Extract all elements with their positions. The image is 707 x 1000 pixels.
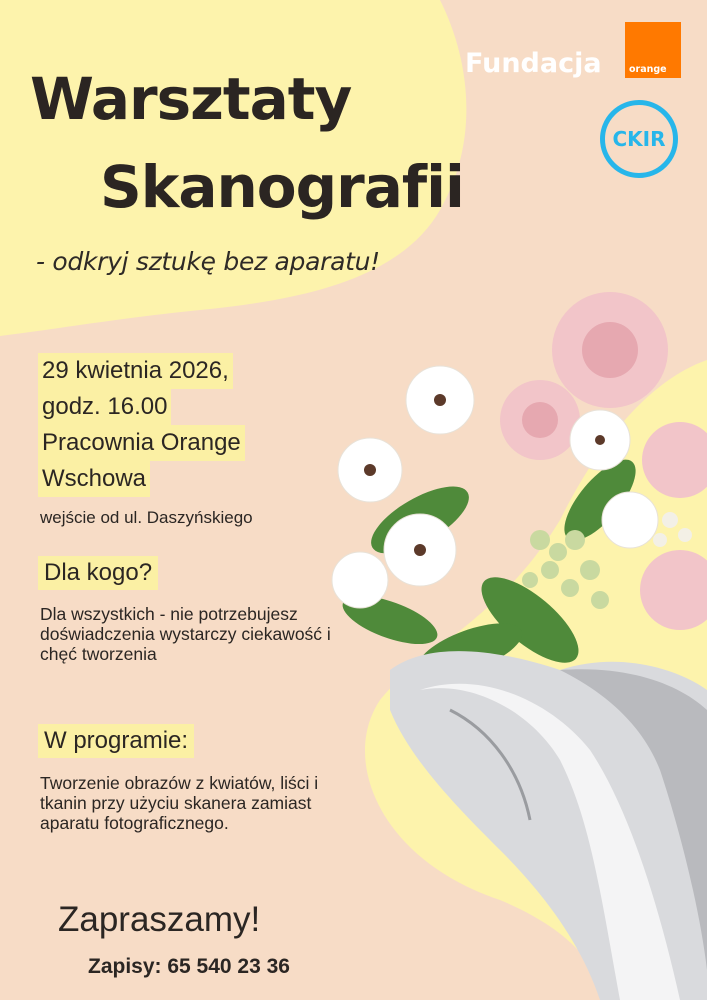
event-venue: Pracownia Orange (38, 425, 245, 461)
subtitle: - odkryj sztukę bez aparatu! (36, 247, 380, 276)
event-time: godz. 16.00 (38, 389, 171, 425)
orange-logo-text: orange (629, 64, 667, 75)
title-line-2: Skanografii (100, 153, 464, 221)
title-line-1: Warsztaty (30, 65, 352, 133)
who-heading: Dla kogo? (38, 556, 158, 590)
event-date: 29 kwietnia 2026, (38, 353, 233, 389)
invite-text: Zapraszamy! (58, 900, 261, 939)
ckir-logo-text: CKIR (612, 127, 666, 151)
signup-phone: Zapisy: 65 540 23 36 (88, 955, 290, 978)
event-details (38, 353, 245, 497)
program-text: Tworzenie obrazów z kwiatów, liści i tkanin przy użyciu skanera zamiast aparatu fotograficznego. (40, 773, 319, 833)
flower-bouquet-image (300, 290, 707, 1000)
program-heading: W programie: (38, 724, 194, 758)
event-entry-note: wejście od ul. Daszyńskiego (40, 508, 253, 527)
ckir-logo (600, 100, 678, 178)
event-city: Wschowa (38, 461, 150, 497)
orange-logo (625, 22, 681, 78)
who-text: Dla wszystkich - nie potrzebujesz doświadczenia wystarczy ciekawość i chęć tworzenia (40, 604, 331, 664)
fundacja-logo-text: Fundacja (465, 48, 602, 79)
